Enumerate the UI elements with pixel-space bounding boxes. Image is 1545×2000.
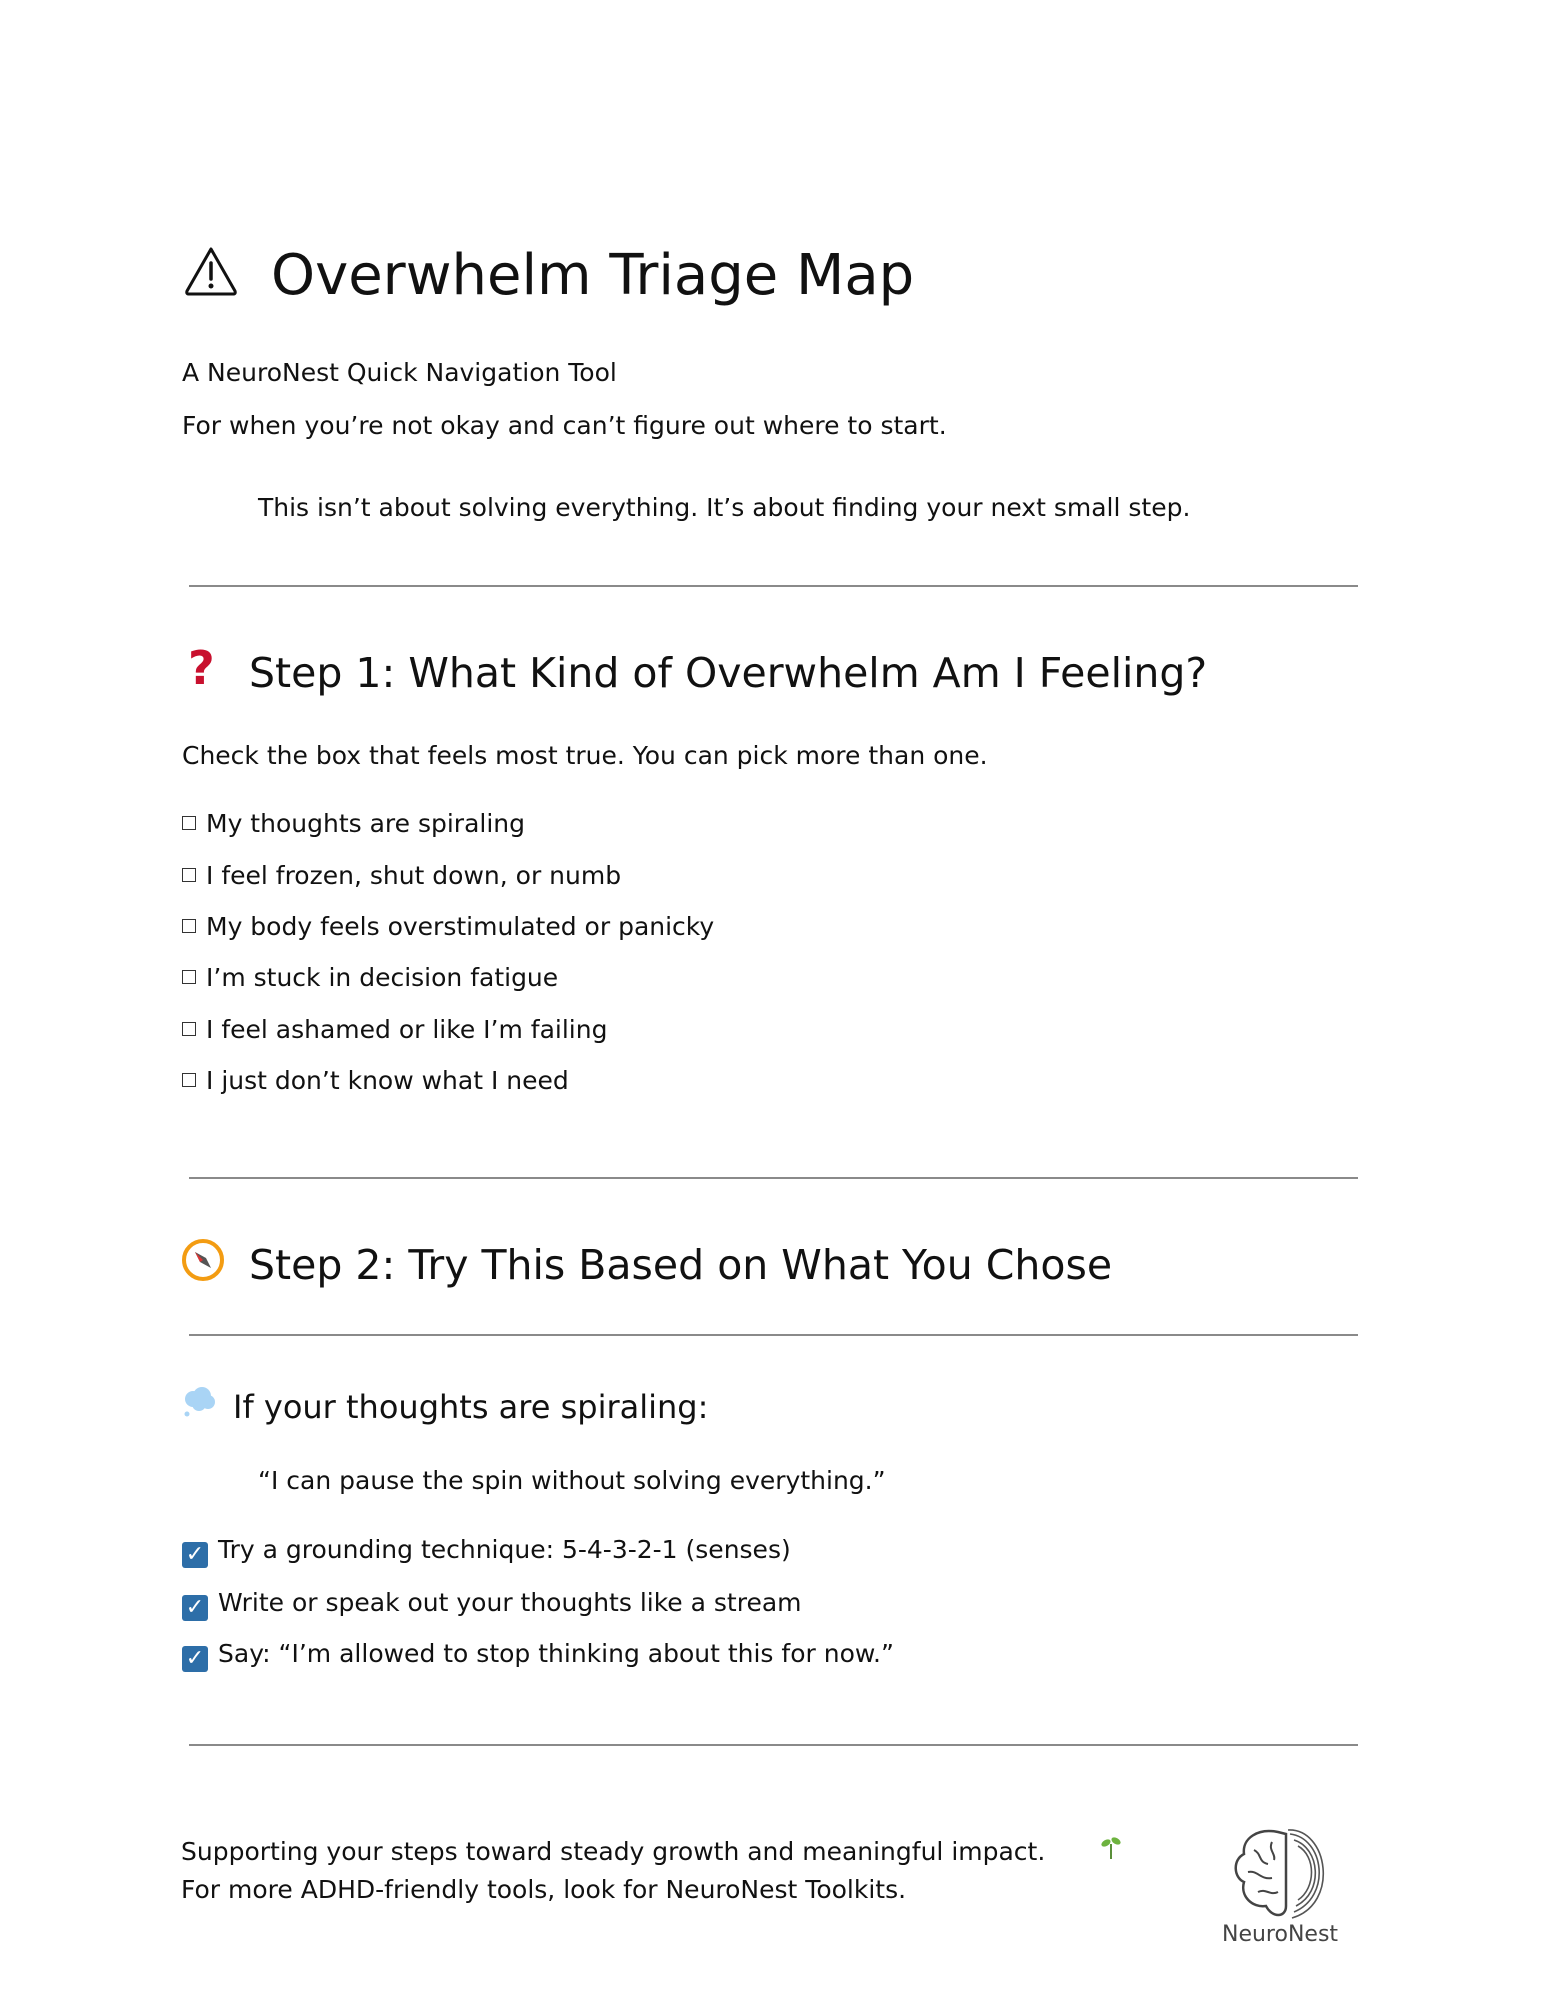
checkbox-icon[interactable] bbox=[182, 1022, 196, 1036]
thought-cloud-icon bbox=[181, 1385, 217, 1421]
sprout-icon bbox=[1098, 1834, 1124, 1860]
action-item[interactable] bbox=[182, 1537, 791, 1568]
checkbox-icon[interactable] bbox=[182, 1073, 196, 1087]
divider bbox=[189, 1177, 1358, 1179]
checkbox-icon[interactable] bbox=[182, 919, 196, 933]
action-item[interactable] bbox=[182, 1590, 802, 1621]
neuronest-logo-icon bbox=[1228, 1826, 1338, 1921]
tagline: For when you’re not okay and can’t figure out where to start. bbox=[182, 411, 947, 440]
divider bbox=[189, 585, 1358, 587]
divider bbox=[189, 1744, 1358, 1746]
logo-text: NeuroNest bbox=[1222, 1922, 1339, 1947]
option-label: I’m stuck in decision fatigue bbox=[206, 963, 559, 992]
step2-heading: Step 2: Try This Based on What You Chose bbox=[249, 1241, 1113, 1289]
checked-checkbox-icon[interactable]: ✓ bbox=[182, 1595, 208, 1621]
checked-checkbox-icon[interactable]: ✓ bbox=[182, 1646, 208, 1672]
question-icon: ? bbox=[188, 641, 215, 695]
option-label: My body feels overstimulated or panicky bbox=[206, 912, 715, 941]
checkbox-icon[interactable] bbox=[182, 816, 196, 830]
option-checkbox[interactable] bbox=[182, 811, 525, 836]
option-label: My thoughts are spiraling bbox=[206, 809, 526, 838]
section-heading: If your thoughts are spiraling: bbox=[233, 1388, 709, 1426]
page-title: Overwhelm Triage Map bbox=[271, 243, 915, 308]
subtitle: A NeuroNest Quick Navigation Tool bbox=[182, 358, 617, 387]
warning-icon bbox=[183, 245, 239, 297]
option-label: I just don’t know what I need bbox=[206, 1066, 569, 1095]
option-label: I feel ashamed or like I’m failing bbox=[206, 1015, 608, 1044]
action-label: Try a grounding technique: 5-4-3-2-1 (senses) bbox=[218, 1535, 791, 1564]
step1-heading: Step 1: What Kind of Overwhelm Am I Feeling? bbox=[249, 649, 1208, 697]
option-checkbox[interactable] bbox=[182, 965, 558, 990]
footer-line-2: For more ADHD-friendly tools, look for NeuroNest Toolkits. bbox=[181, 1875, 907, 1904]
step1-instruction: Check the box that feels most true. You can pick more than one. bbox=[182, 741, 988, 770]
footer-line-1: Supporting your steps toward steady growth and meaningful impact. bbox=[181, 1837, 1046, 1866]
option-checkbox[interactable] bbox=[182, 914, 714, 939]
option-label: I feel frozen, shut down, or numb bbox=[206, 861, 622, 890]
compass-icon bbox=[181, 1238, 225, 1282]
action-label: Say: “I’m allowed to stop thinking about this for now.” bbox=[218, 1639, 894, 1668]
option-checkbox[interactable] bbox=[182, 1017, 607, 1042]
action-item[interactable] bbox=[182, 1641, 894, 1672]
checkbox-icon[interactable] bbox=[182, 868, 196, 882]
option-checkbox[interactable] bbox=[182, 1068, 569, 1093]
affirmation: “I can pause the spin without solving everything.” bbox=[258, 1466, 886, 1495]
checked-checkbox-icon[interactable]: ✓ bbox=[182, 1542, 208, 1568]
action-label: Write or speak out your thoughts like a stream bbox=[218, 1588, 802, 1617]
option-checkbox[interactable] bbox=[182, 863, 621, 888]
divider bbox=[189, 1334, 1358, 1336]
intro-note: This isn’t about solving everything. It’s about finding your next small step. bbox=[258, 493, 1191, 522]
checkbox-icon[interactable] bbox=[182, 970, 196, 984]
